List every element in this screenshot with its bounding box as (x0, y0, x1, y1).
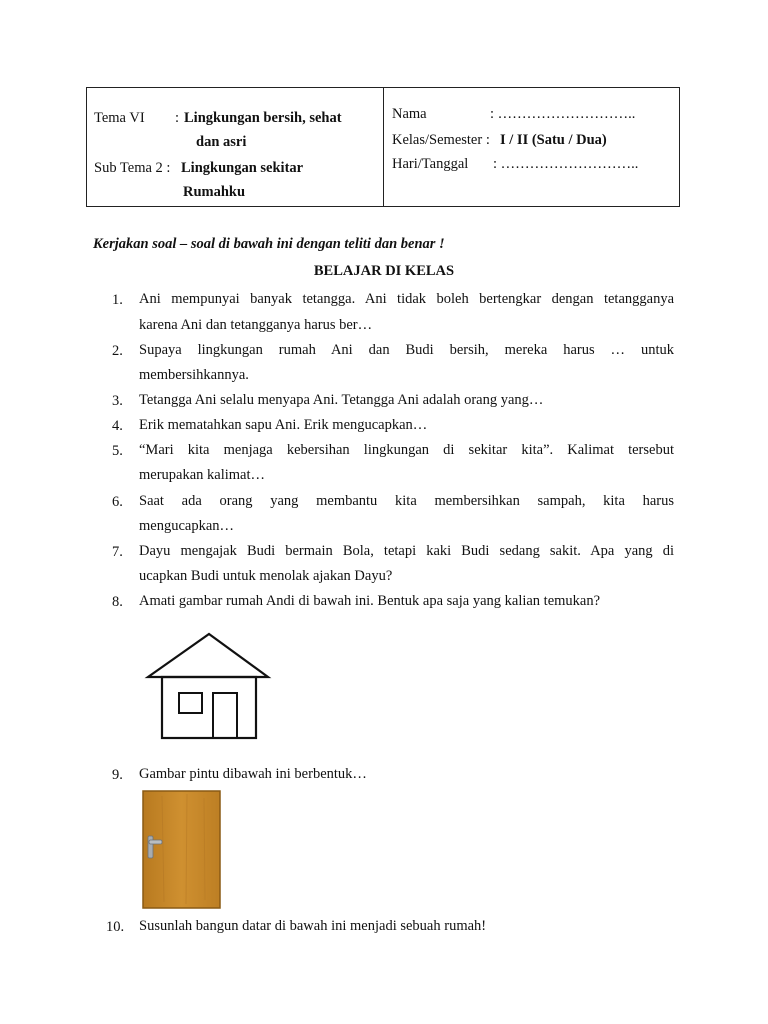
tema-value-line2: dan asri (196, 134, 247, 150)
question-text-line1: Amati gambar rumah Andi di bawah ini. Bentuk apa saja yang kalian temukan? (139, 593, 601, 609)
question-number: 8. (112, 594, 123, 610)
header-table (86, 87, 680, 207)
question-text-line1: Gambar pintu dibawah ini berbentuk… (139, 766, 367, 782)
door-handle (149, 840, 162, 844)
door-handle-plate (148, 836, 153, 858)
question-number: 2. (112, 343, 123, 359)
question-number: 10. (106, 919, 125, 935)
question-text-line2: merupakan kalimat… (139, 467, 266, 483)
nama-value: : ……………………….. (490, 106, 636, 122)
question-text-line1: “Mari kita menjaga kebersihan lingkungan di sekitar kita”. Kalimat tersebut (139, 442, 674, 458)
subtema-value-line1: Lingkungan sekitar (181, 160, 304, 176)
question-number: 4. (112, 418, 123, 434)
tema-value-line1: Lingkungan bersih, sehat (184, 110, 342, 126)
question-number: 5. (112, 443, 123, 459)
nama-label: Nama (392, 106, 427, 122)
kelas-label: Kelas/Semester : (392, 132, 490, 148)
door-panel (143, 791, 220, 908)
subtema-value-line2: Rumahku (183, 184, 246, 200)
header-divider (383, 88, 384, 206)
tema-label: Tema VI (94, 110, 145, 126)
question-number: 3. (112, 393, 123, 409)
question-text-line2: karena Ani dan tetangganya harus ber… (139, 317, 373, 333)
question-number: 9. (112, 767, 123, 783)
question-text-line2: mengucapkan… (139, 518, 235, 534)
hari-label: Hari/Tanggal (392, 156, 469, 172)
question-number: 7. (112, 544, 123, 560)
question-text-line1: Saat ada orang yang membantu kita membersihkan sampah, kita harus (139, 493, 674, 509)
question-text-line2: membersihkannya. (139, 367, 249, 383)
door-drawing (142, 790, 222, 910)
tema-colon: : (175, 110, 180, 126)
question-text-line1: Ani mempunyai banyak tetangga. Ani tidak boleh bertengkar dengan tetangganya (139, 291, 674, 307)
instruction-text: Kerjakan soal – soal di bawah ini dengan teliti dan benar ! (93, 236, 445, 252)
question-text-line1: Erik mematahkan sapu Ani. Erik mengucapkan… (139, 417, 428, 433)
subtema-label: Sub Tema 2 : (94, 160, 171, 176)
section-title: BELAJAR DI KELAS (313, 263, 455, 279)
hari-value: : ……………………….. (493, 156, 639, 172)
question-text-line1: Supaya lingkungan rumah Ani dan Budi bersih, mereka harus … untuk (139, 342, 674, 358)
question-text-line1: Dayu mengajak Budi bermain Bola, tetapi kaki Budi sedang sakit. Apa yang di (139, 543, 674, 559)
kelas-value: I / II (Satu / Dua) (500, 132, 607, 148)
question-number: 1. (112, 292, 123, 308)
house-drawing (142, 617, 282, 752)
question-text-line2: ucapkan Budi untuk menolak ajakan Dayu? (139, 568, 393, 584)
question-number: 6. (112, 494, 123, 510)
question-text-line1: Tetangga Ani selalu menyapa Ani. Tetangga Ani adalah orang yang… (139, 392, 544, 408)
question-text-line1: Susunlah bangun datar di bawah ini menjadi sebuah rumah! (139, 918, 487, 934)
